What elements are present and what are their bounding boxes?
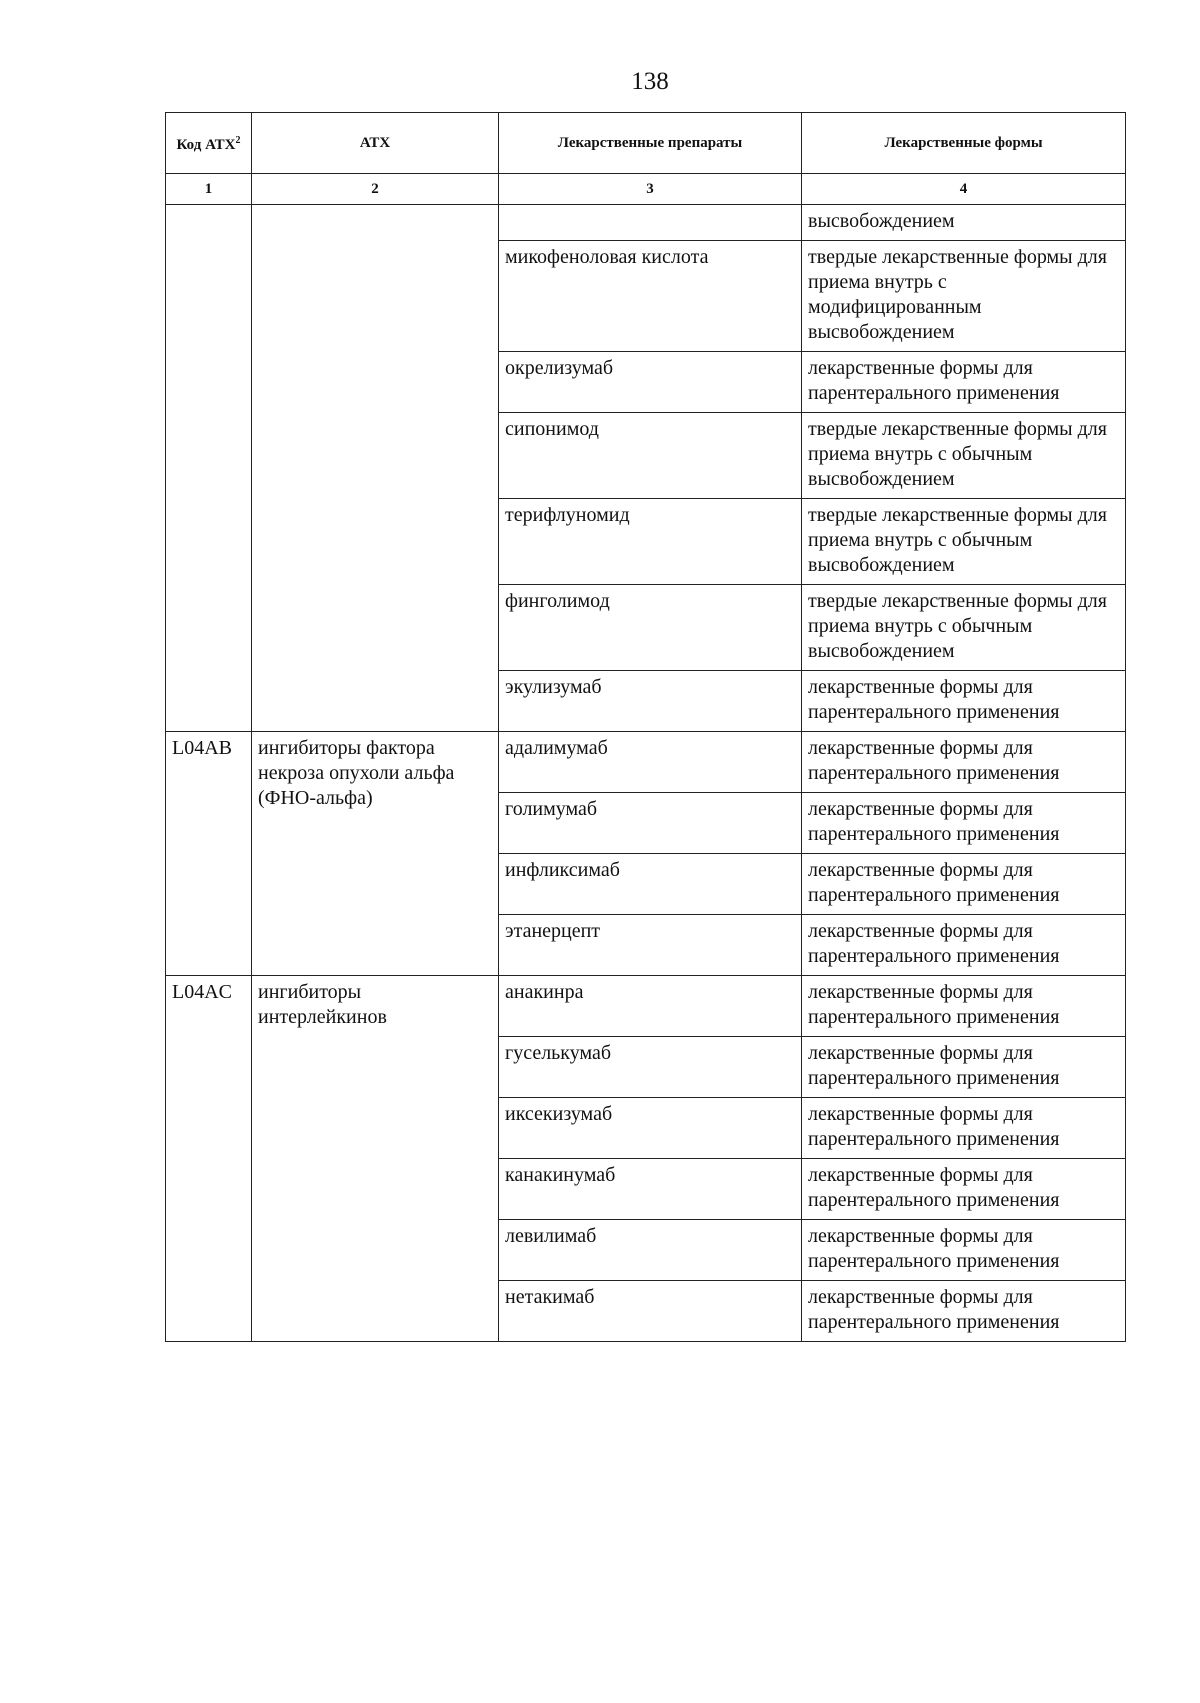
dosage-form-cell: твердые лекарственные формы для приема внутрь с обычным высвобождением xyxy=(802,413,1126,499)
dosage-form-cell: лекарственные формы для парентерального применения xyxy=(802,915,1126,976)
column-number: 1 xyxy=(166,174,252,205)
drug-name-cell: гуселькумаб xyxy=(499,1037,802,1098)
drug-name-cell: левилимаб xyxy=(499,1220,802,1281)
drug-name-cell xyxy=(499,205,802,241)
drug-name-cell: экулизумаб xyxy=(499,671,802,732)
drug-name-cell: голимумаб xyxy=(499,793,802,854)
table-row xyxy=(166,205,1126,241)
atx-group-cell: ингибиторы фактора некроза опухоли альфа (ФНО-альфа) xyxy=(252,732,499,976)
dosage-form-cell: лекарственные формы для парентерального применения xyxy=(802,1159,1126,1220)
atx-code-cell: L04AC xyxy=(166,976,252,1342)
column-number: 2 xyxy=(252,174,499,205)
dosage-form-cell: лекарственные формы для парентерального применения xyxy=(802,352,1126,413)
drug-name-cell: анакинра xyxy=(499,976,802,1037)
page-number: 138 xyxy=(631,68,669,95)
column-number: 3 xyxy=(499,174,802,205)
atx-group-cell xyxy=(252,205,499,732)
dosage-form-cell: лекарственные формы для парентерального применения xyxy=(802,1220,1126,1281)
drug-name-cell: этанерцепт xyxy=(499,915,802,976)
table-row xyxy=(166,732,1126,793)
drug-name-cell: иксекизумаб xyxy=(499,1098,802,1159)
dosage-form-cell: твердые лекарственные формы для приема внутрь с обычным высвобождением xyxy=(802,585,1126,671)
header-row xyxy=(166,113,1126,174)
header-drugs: Лекарственные препараты xyxy=(499,113,802,174)
atx-drug-table xyxy=(165,112,1126,1342)
drug-name-cell: сипонимод xyxy=(499,413,802,499)
atx-group-cell: ингибиторы интерлейкинов xyxy=(252,976,499,1342)
header-atx: АТХ xyxy=(252,113,499,174)
dosage-form-cell: лекарственные формы для парентерального применения xyxy=(802,793,1126,854)
table-body xyxy=(166,205,1126,1342)
header-atx-code: Код АТХ$^2$ xyxy=(166,113,252,174)
drug-name-cell: канакинумаб xyxy=(499,1159,802,1220)
column-number: 4 xyxy=(802,174,1126,205)
table-row xyxy=(166,976,1126,1037)
dosage-form-cell: лекарственные формы для парентерального применения xyxy=(802,1098,1126,1159)
header-forms: Лекарственные формы xyxy=(802,113,1126,174)
drug-name-cell: инфликсимаб xyxy=(499,854,802,915)
drug-name-cell: окрелизумаб xyxy=(499,352,802,413)
dosage-form-cell: лекарственные формы для парентерального применения xyxy=(802,671,1126,732)
column-number-row xyxy=(166,174,1126,205)
dosage-form-cell: лекарственные формы для парентерального применения xyxy=(802,854,1126,915)
drug-name-cell: нетакимаб xyxy=(499,1281,802,1342)
atx-code-cell xyxy=(166,205,252,732)
drug-name-cell: финголимод xyxy=(499,585,802,671)
drug-name-cell: адалимумаб xyxy=(499,732,802,793)
drug-name-cell: микофеноловая кислота xyxy=(499,241,802,352)
dosage-form-cell: лекарственные формы для парентерального применения xyxy=(802,976,1126,1037)
dosage-form-cell: твердые лекарственные формы для приема внутрь с модифицированным высвобождением xyxy=(802,241,1126,352)
dosage-form-cell: высвобождением xyxy=(802,205,1126,241)
atx-code-cell: L04AB xyxy=(166,732,252,976)
dosage-form-cell: твердые лекарственные формы для приема внутрь с обычным высвобождением xyxy=(802,499,1126,585)
dosage-form-cell: лекарственные формы для парентерального применения xyxy=(802,732,1126,793)
dosage-form-cell: лекарственные формы для парентерального применения xyxy=(802,1037,1126,1098)
drug-name-cell: терифлуномид xyxy=(499,499,802,585)
dosage-form-cell: лекарственные формы для парентерального применения xyxy=(802,1281,1126,1342)
